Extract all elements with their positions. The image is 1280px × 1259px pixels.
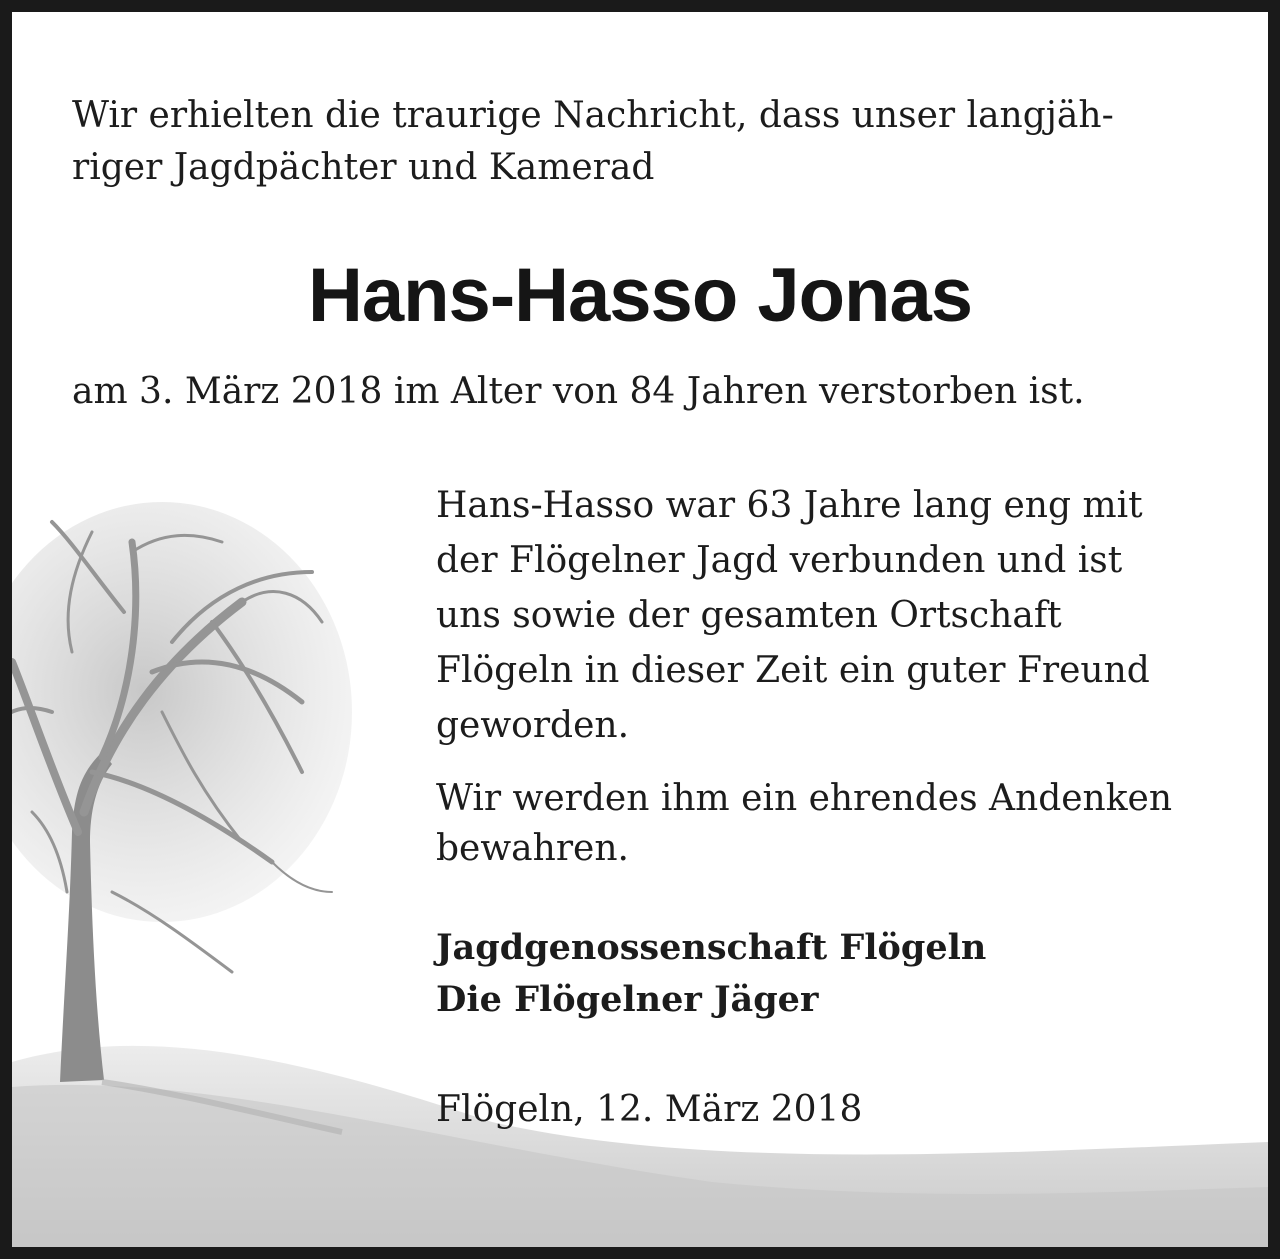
signatories: [436, 922, 986, 1026]
tribute-line: uns sowie der gesamten Ortschaft: [436, 595, 1062, 636]
tribute-line: der Flögelner Jagd verbunden und ist: [436, 540, 1123, 581]
place-date: Flögeln, 12. März 2018: [436, 1089, 863, 1130]
intro-line: Wir erhielten die traurige Nachricht, dass unser langjäh-: [72, 95, 1114, 136]
tribute-paragraph-1: [436, 478, 1150, 753]
tribute-paragraph-2: [436, 774, 1172, 874]
signatory: Jagdgenossenschaft Flögeln: [436, 927, 987, 968]
tribute-line: Flögeln in dieser Zeit ein guter Freund: [436, 650, 1150, 691]
deceased-name: Hans-Hasso Jonas: [307, 253, 973, 338]
intro-text: [72, 90, 1114, 194]
tribute-line: bewahren.: [436, 828, 629, 869]
death-line: am 3. März 2018 im Alter von 84 Jahren verstorben ist.: [72, 371, 1085, 412]
tribute-line: Hans-Hasso war 63 Jahre lang eng mit: [436, 485, 1143, 526]
tribute-line: geworden.: [436, 705, 630, 746]
tree-crown: [12, 502, 352, 922]
intro-line: riger Jagdpächter und Kamerad: [72, 147, 655, 188]
tribute-line: Wir werden ihm ein ehrendes Andenken: [436, 778, 1173, 819]
signatory: Die Flögelner Jäger: [436, 979, 819, 1020]
